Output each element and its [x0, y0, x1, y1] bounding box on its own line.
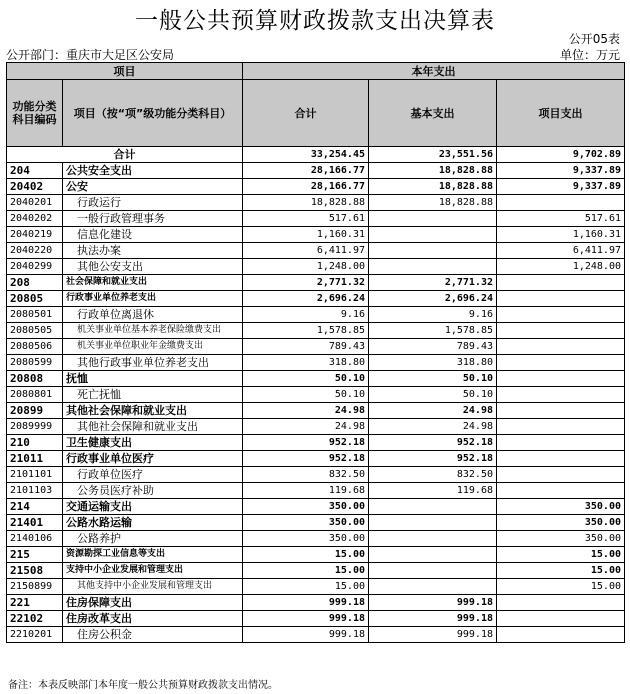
- row-project: [497, 435, 625, 451]
- total-label: 合计: [7, 147, 243, 163]
- row-project: 350.00: [497, 515, 625, 531]
- header-total: 合计: [243, 80, 369, 147]
- row-code: 2040299: [7, 259, 63, 275]
- row-project: 9,337.89: [497, 163, 625, 179]
- row-name: 信息化建设: [63, 227, 243, 243]
- row-total: 2,696.24: [243, 291, 369, 307]
- row-name: 住房保障支出: [63, 595, 243, 611]
- row-code: 210: [7, 435, 63, 451]
- footnote: 备注：本表反映部门本年度一般公共预算财政拨款支出情况。: [8, 680, 278, 691]
- row-total: 1,248.00: [243, 259, 369, 275]
- unit-label: 单位：万元: [559, 48, 620, 62]
- expenditure-table: [6, 62, 625, 643]
- row-basic: 24.98: [369, 403, 497, 419]
- row-basic: 18,828.88: [369, 195, 497, 211]
- row-name: 抚恤: [63, 371, 243, 387]
- row-total: 832.50: [243, 467, 369, 483]
- row-name: 机关事业单位职业年金缴费支出: [63, 339, 243, 355]
- row-basic: 318.80: [369, 355, 497, 371]
- row-code: 21011: [7, 451, 63, 467]
- row-basic: 50.10: [369, 371, 497, 387]
- row-name: 行政单位医疗: [63, 467, 243, 483]
- row-name: 死亡抚恤: [63, 387, 243, 403]
- row-project: 517.61: [497, 211, 625, 227]
- row-project: 15.00: [497, 563, 625, 579]
- row-code: 2040201: [7, 195, 63, 211]
- row-project: [497, 339, 625, 355]
- row-total: 50.10: [243, 371, 369, 387]
- table-row: [7, 355, 625, 371]
- row-project: 1,248.00: [497, 259, 625, 275]
- row-code: 20402: [7, 179, 63, 195]
- row-code: 2089999: [7, 419, 63, 435]
- row-project: [497, 291, 625, 307]
- row-total: 24.98: [243, 403, 369, 419]
- row-basic: [369, 547, 497, 563]
- row-name: 行政事业单位医疗: [63, 451, 243, 467]
- row-basic: [369, 227, 497, 243]
- row-name: 机关事业单位基本养老保险缴费支出: [63, 323, 243, 339]
- row-total: 50.10: [243, 387, 369, 403]
- row-code: 2140106: [7, 531, 63, 547]
- row-total: 350.00: [243, 499, 369, 515]
- total-project: 9,702.89: [497, 147, 625, 163]
- row-name: 住房公积金: [63, 627, 243, 643]
- row-total: 15.00: [243, 579, 369, 595]
- row-basic: 18,828.88: [369, 179, 497, 195]
- table-row: [7, 579, 625, 595]
- row-basic: 2,696.24: [369, 291, 497, 307]
- row-basic: 50.10: [369, 387, 497, 403]
- report-title: 一般公共预算财政拨款支出决算表: [135, 8, 495, 34]
- table-row: [7, 227, 625, 243]
- table-row: [7, 627, 625, 643]
- row-basic: [369, 531, 497, 547]
- row-total: 2,771.32: [243, 275, 369, 291]
- table-row: [7, 531, 625, 547]
- row-basic: 2,771.32: [369, 275, 497, 291]
- row-name: 公务员医疗补助: [63, 483, 243, 499]
- row-code: 20899: [7, 403, 63, 419]
- table-row: [7, 451, 625, 467]
- table-row: [7, 163, 625, 179]
- row-basic: 999.18: [369, 611, 497, 627]
- row-project: 15.00: [497, 579, 625, 595]
- row-name: 资源勘探工业信息等支出: [63, 547, 243, 563]
- row-name: 公路养护: [63, 531, 243, 547]
- row-basic: 999.18: [369, 627, 497, 643]
- row-total: 6,411.97: [243, 243, 369, 259]
- row-project: [497, 307, 625, 323]
- row-name: 卫生健康支出: [63, 435, 243, 451]
- row-name: 支持中小企业发展和管理支出: [63, 563, 243, 579]
- row-name: 公安: [63, 179, 243, 195]
- row-name: 公共安全支出: [63, 163, 243, 179]
- row-name: 其他社会保障和就业支出: [63, 419, 243, 435]
- form-code: 公开05表: [568, 32, 620, 46]
- row-basic: [369, 243, 497, 259]
- row-basic: [369, 499, 497, 515]
- row-total: 789.43: [243, 339, 369, 355]
- row-project: 1,160.31: [497, 227, 625, 243]
- table-row: [7, 195, 625, 211]
- row-basic: 18,828.88: [369, 163, 497, 179]
- row-total: 999.18: [243, 595, 369, 611]
- row-code: 2040202: [7, 211, 63, 227]
- row-total: 15.00: [243, 563, 369, 579]
- row-name: 其他公安支出: [63, 259, 243, 275]
- row-basic: 952.18: [369, 435, 497, 451]
- row-code: 2150899: [7, 579, 63, 595]
- header-code: 功能分类科目编码: [7, 80, 63, 147]
- row-total: 952.18: [243, 435, 369, 451]
- row-project: 9,337.89: [497, 179, 625, 195]
- row-project: [497, 371, 625, 387]
- row-name: 其他社会保障和就业支出: [63, 403, 243, 419]
- table-row: [7, 323, 625, 339]
- table-row: [7, 467, 625, 483]
- row-total: 1,578.85: [243, 323, 369, 339]
- row-code: 2080505: [7, 323, 63, 339]
- header-name: 项目（按“项”级功能分类科目）: [63, 80, 243, 147]
- table-row: [7, 291, 625, 307]
- table-row: [7, 483, 625, 499]
- row-code: 204: [7, 163, 63, 179]
- table-row: [7, 595, 625, 611]
- table-row: [7, 275, 625, 291]
- row-total: 318.80: [243, 355, 369, 371]
- row-code: 20805: [7, 291, 63, 307]
- row-total: 9.16: [243, 307, 369, 323]
- row-basic: 119.68: [369, 483, 497, 499]
- row-code: 2101101: [7, 467, 63, 483]
- table-row: [7, 403, 625, 419]
- table-row: [7, 515, 625, 531]
- row-code: 2080599: [7, 355, 63, 371]
- row-code: 2080506: [7, 339, 63, 355]
- row-code: 2080501: [7, 307, 63, 323]
- row-project: [497, 387, 625, 403]
- row-project: [497, 195, 625, 211]
- row-total: 517.61: [243, 211, 369, 227]
- row-project: [497, 467, 625, 483]
- row-code: 21508: [7, 563, 63, 579]
- row-basic: 1,578.85: [369, 323, 497, 339]
- row-total: 15.00: [243, 547, 369, 563]
- table-row: [7, 435, 625, 451]
- header-basic: 基本支出: [369, 80, 497, 147]
- table-row: [7, 339, 625, 355]
- row-code: 2080801: [7, 387, 63, 403]
- row-name: 执法办案: [63, 243, 243, 259]
- row-project: 350.00: [497, 499, 625, 515]
- row-project: [497, 595, 625, 611]
- row-code: 20808: [7, 371, 63, 387]
- row-name: 社会保障和就业支出: [63, 275, 243, 291]
- row-code: 2040220: [7, 243, 63, 259]
- row-name: 行政事业单位养老支出: [63, 291, 243, 307]
- total-basic: 23,551.56: [369, 147, 497, 163]
- row-total: 952.18: [243, 451, 369, 467]
- row-project: [497, 403, 625, 419]
- row-basic: 9.16: [369, 307, 497, 323]
- department-label: 公开部门：重庆市大足区公安局: [6, 48, 175, 62]
- row-basic: [369, 579, 497, 595]
- row-name: 行政运行: [63, 195, 243, 211]
- row-total: 28,166.77: [243, 163, 369, 179]
- row-name: 交通运输支出: [63, 499, 243, 515]
- table-row: [7, 419, 625, 435]
- row-code: 214: [7, 499, 63, 515]
- header-item: 项目: [7, 63, 243, 80]
- row-basic: [369, 563, 497, 579]
- table-row: [7, 211, 625, 227]
- header-project: 项目支出: [497, 80, 625, 147]
- table-row: [7, 307, 625, 323]
- row-code: 2210201: [7, 627, 63, 643]
- table-row: [7, 371, 625, 387]
- row-code: 208: [7, 275, 63, 291]
- row-project: [497, 627, 625, 643]
- row-name: 一般行政管理事务: [63, 211, 243, 227]
- table-header: [7, 63, 625, 147]
- row-code: 22102: [7, 611, 63, 627]
- row-total: 1,160.31: [243, 227, 369, 243]
- row-project: [497, 451, 625, 467]
- total-amount: 33,254.45: [243, 147, 369, 163]
- row-project: [497, 275, 625, 291]
- row-project: [497, 419, 625, 435]
- table-row: [7, 563, 625, 579]
- total-row: [7, 147, 625, 163]
- row-name: 住房改革支出: [63, 611, 243, 627]
- row-basic: [369, 211, 497, 227]
- row-code: 215: [7, 547, 63, 563]
- row-name: 其他行政事业单位养老支出: [63, 355, 243, 371]
- row-total: 18,828.88: [243, 195, 369, 211]
- row-total: 999.18: [243, 611, 369, 627]
- row-total: 999.18: [243, 627, 369, 643]
- row-project: 350.00: [497, 531, 625, 547]
- row-code: 2040219: [7, 227, 63, 243]
- row-total: 350.00: [243, 515, 369, 531]
- row-name: 行政单位离退休: [63, 307, 243, 323]
- row-basic: [369, 515, 497, 531]
- row-total: 119.68: [243, 483, 369, 499]
- row-basic: 789.43: [369, 339, 497, 355]
- table-row: [7, 499, 625, 515]
- row-name: 其他支持中小企业发展和管理支出: [63, 579, 243, 595]
- row-code: 21401: [7, 515, 63, 531]
- table-row: [7, 387, 625, 403]
- table-row: [7, 243, 625, 259]
- row-total: 350.00: [243, 531, 369, 547]
- row-basic: 24.98: [369, 419, 497, 435]
- table-row: [7, 179, 625, 195]
- row-code: 2101103: [7, 483, 63, 499]
- row-project: [497, 355, 625, 371]
- row-project: 15.00: [497, 547, 625, 563]
- table-row: [7, 547, 625, 563]
- row-project: 6,411.97: [497, 243, 625, 259]
- row-basic: [369, 259, 497, 275]
- table-body: [7, 147, 625, 643]
- row-project: [497, 323, 625, 339]
- row-code: 221: [7, 595, 63, 611]
- row-name: 公路水路运输: [63, 515, 243, 531]
- table-row: [7, 611, 625, 627]
- row-basic: 832.50: [369, 467, 497, 483]
- header-current-year: 本年支出: [243, 63, 625, 80]
- row-total: 28,166.77: [243, 179, 369, 195]
- row-total: 24.98: [243, 419, 369, 435]
- row-basic: 952.18: [369, 451, 497, 467]
- row-basic: 999.18: [369, 595, 497, 611]
- row-project: [497, 611, 625, 627]
- table-row: [7, 259, 625, 275]
- row-project: [497, 483, 625, 499]
